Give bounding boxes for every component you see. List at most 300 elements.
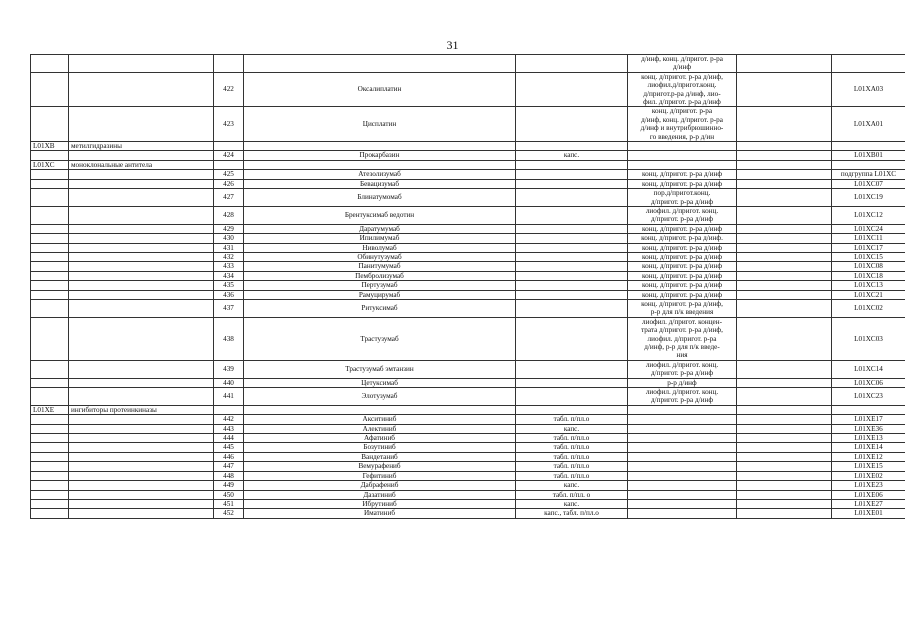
group-name-cell bbox=[69, 72, 214, 107]
row-number-cell: 433 bbox=[214, 262, 244, 271]
dosage-form-extended-cell: конц. д/пригот. р-ра д/инф bbox=[628, 252, 737, 261]
dosage-form-cell bbox=[516, 142, 628, 151]
drug-name-cell: Даратумумаб bbox=[244, 224, 516, 233]
row-number-cell: 451 bbox=[214, 499, 244, 508]
group-name-cell bbox=[69, 299, 214, 317]
table-row bbox=[31, 243, 905, 252]
dosage-form-cell bbox=[516, 281, 628, 290]
atc-code-cell bbox=[832, 142, 905, 151]
group-name-cell bbox=[69, 499, 214, 508]
dosage-form-extended-cell: конц. д/пригот. р-ра д/инф bbox=[628, 243, 737, 252]
atc-group-code-cell bbox=[31, 281, 69, 290]
note-cell bbox=[737, 509, 832, 518]
atc-group-code-cell bbox=[31, 189, 69, 207]
drug-name-cell bbox=[244, 405, 516, 414]
atc-group-code-cell bbox=[31, 170, 69, 179]
atc-code-cell: L01XE01 bbox=[832, 509, 905, 518]
atc-code-cell: L01XA03 bbox=[832, 72, 905, 107]
row-number-cell: 436 bbox=[214, 290, 244, 299]
drug-name-cell: Гефитиниб bbox=[244, 471, 516, 480]
note-cell bbox=[737, 471, 832, 480]
dosage-form-extended-cell: лиофил. д/пригот. конц. д/пригот. р-ра д/инф bbox=[628, 206, 737, 224]
row-number-cell bbox=[214, 142, 244, 151]
dosage-form-cell: табл. п/пл.о bbox=[516, 452, 628, 461]
atc-code-cell: L01XC11 bbox=[832, 234, 905, 243]
atc-group-code-cell bbox=[31, 151, 69, 160]
atc-group-code-cell bbox=[31, 388, 69, 406]
group-name-cell bbox=[69, 243, 214, 252]
group-name-cell bbox=[69, 262, 214, 271]
dosage-form-extended-cell bbox=[628, 434, 737, 443]
note-cell bbox=[737, 179, 832, 188]
atc-group-code-cell bbox=[31, 243, 69, 252]
atc-code-cell: L01XC23 bbox=[832, 388, 905, 406]
dosage-form-cell bbox=[516, 189, 628, 207]
dosage-form-extended-cell bbox=[628, 490, 737, 499]
dosage-form-extended-cell: конц. д/пригот. р-ра д/инф bbox=[628, 281, 737, 290]
drug-name-cell bbox=[244, 55, 516, 73]
atc-code-cell: L01XE06 bbox=[832, 490, 905, 499]
drug-name-cell bbox=[244, 142, 516, 151]
row-number-cell: 423 bbox=[214, 107, 244, 142]
row-number-cell: 428 bbox=[214, 206, 244, 224]
table-row bbox=[31, 490, 905, 499]
drug-name-cell: Бозутиниб bbox=[244, 443, 516, 452]
atc-group-code-cell bbox=[31, 290, 69, 299]
group-name-cell bbox=[69, 434, 214, 443]
atc-code-cell: L01XE27 bbox=[832, 499, 905, 508]
atc-code-cell: L01XC12 bbox=[832, 206, 905, 224]
atc-code-cell: L01XC08 bbox=[832, 262, 905, 271]
dosage-form-extended-cell: лиофил. д/пригот. конц. д/пригот. р-ра д/инф bbox=[628, 388, 737, 406]
group-name-cell bbox=[69, 151, 214, 160]
dosage-form-extended-cell bbox=[628, 471, 737, 480]
table-row bbox=[31, 378, 905, 387]
row-number-cell: 452 bbox=[214, 509, 244, 518]
drug-name-cell: Иматиниб bbox=[244, 509, 516, 518]
atc-group-code-cell: L01XB bbox=[31, 142, 69, 151]
atc-group-code-cell: L01XE bbox=[31, 405, 69, 414]
dosage-form-cell: капс. bbox=[516, 499, 628, 508]
drug-name-cell: Ниволумаб bbox=[244, 243, 516, 252]
dosage-form-cell bbox=[516, 107, 628, 142]
row-number-cell: 426 bbox=[214, 179, 244, 188]
drug-name-cell: Цисплатин bbox=[244, 107, 516, 142]
table-row bbox=[31, 72, 905, 107]
row-number-cell: 431 bbox=[214, 243, 244, 252]
note-cell bbox=[737, 243, 832, 252]
dosage-form-extended-cell bbox=[628, 160, 737, 169]
table-row bbox=[31, 234, 905, 243]
dosage-form-cell bbox=[516, 290, 628, 299]
note-cell bbox=[737, 360, 832, 378]
dosage-form-extended-cell bbox=[628, 443, 737, 452]
group-name-cell: моноклональные антитела bbox=[69, 160, 214, 169]
group-name-cell bbox=[69, 271, 214, 280]
drug-name-cell: Пертузумаб bbox=[244, 281, 516, 290]
atc-code-cell: L01XC24 bbox=[832, 224, 905, 233]
note-cell bbox=[737, 452, 832, 461]
group-name-cell bbox=[69, 452, 214, 461]
group-name-cell bbox=[69, 471, 214, 480]
note-cell bbox=[737, 462, 832, 471]
dosage-form-cell bbox=[516, 170, 628, 179]
drug-name-cell: Пембролизумаб bbox=[244, 271, 516, 280]
row-number-cell: 443 bbox=[214, 424, 244, 433]
dosage-form-extended-cell bbox=[628, 415, 737, 424]
note-cell bbox=[737, 189, 832, 207]
table-row bbox=[31, 281, 905, 290]
page-number: 31 bbox=[446, 38, 459, 52]
note-cell bbox=[737, 415, 832, 424]
note-cell bbox=[737, 170, 832, 179]
atc-code-cell: L01XE36 bbox=[832, 424, 905, 433]
table-row bbox=[31, 271, 905, 280]
note-cell bbox=[737, 443, 832, 452]
note-cell bbox=[737, 405, 832, 414]
atc-group-code-cell bbox=[31, 262, 69, 271]
dosage-form-cell: табл. п/пл.о bbox=[516, 462, 628, 471]
dosage-form-cell: капс. bbox=[516, 424, 628, 433]
drug-name-cell: Оксалиплатин bbox=[244, 72, 516, 107]
table-row bbox=[31, 471, 905, 480]
row-number-cell: 429 bbox=[214, 224, 244, 233]
note-cell bbox=[737, 388, 832, 406]
dosage-form-cell bbox=[516, 243, 628, 252]
group-name-cell bbox=[69, 252, 214, 261]
table-row bbox=[31, 252, 905, 261]
dosage-form-cell: табл. п/пл.о bbox=[516, 443, 628, 452]
table-row bbox=[31, 462, 905, 471]
atc-code-cell: L01XC07 bbox=[832, 179, 905, 188]
atc-group-code-cell bbox=[31, 360, 69, 378]
drug-name-cell: Акситиниб bbox=[244, 415, 516, 424]
dosage-form-extended-cell bbox=[628, 405, 737, 414]
table-row bbox=[31, 481, 905, 490]
dosage-form-extended-cell: р-р д/инф bbox=[628, 378, 737, 387]
atc-code-cell: L01XE02 bbox=[832, 471, 905, 480]
table-row bbox=[31, 160, 905, 169]
dosage-form-cell: капс., табл. п/пл.о bbox=[516, 509, 628, 518]
atc-code-cell bbox=[832, 160, 905, 169]
drug-name-cell: Ибрутиниб bbox=[244, 499, 516, 508]
group-name-cell bbox=[69, 234, 214, 243]
atc-group-code-cell bbox=[31, 499, 69, 508]
row-number-cell: 447 bbox=[214, 462, 244, 471]
atc-group-code-cell bbox=[31, 206, 69, 224]
row-number-cell bbox=[214, 160, 244, 169]
drug-name-cell bbox=[244, 160, 516, 169]
atc-group-code-cell bbox=[31, 471, 69, 480]
table-row bbox=[31, 317, 905, 360]
row-number-cell: 430 bbox=[214, 234, 244, 243]
table-row bbox=[31, 388, 905, 406]
atc-group-code-cell bbox=[31, 434, 69, 443]
dosage-form-extended-cell: лиофил. д/пригот. концен- трата д/пригот. р-ра д/инф, лиофил. д/пригот. р-ра д/инф, р-р для п/к введе- ния bbox=[628, 317, 737, 360]
drug-name-cell: Прокарбазин bbox=[244, 151, 516, 160]
dosage-form-cell bbox=[516, 72, 628, 107]
atc-group-code-cell bbox=[31, 252, 69, 261]
drug-name-cell: Атезолизумаб bbox=[244, 170, 516, 179]
atc-group-code-cell bbox=[31, 378, 69, 387]
atc-code-cell: L01XC19 bbox=[832, 189, 905, 207]
dosage-form-cell bbox=[516, 234, 628, 243]
atc-group-code-cell bbox=[31, 234, 69, 243]
table-row bbox=[31, 290, 905, 299]
row-number-cell: 439 bbox=[214, 360, 244, 378]
row-number-cell: 448 bbox=[214, 471, 244, 480]
drug-name-cell: Панитумумаб bbox=[244, 262, 516, 271]
atc-group-code-cell bbox=[31, 415, 69, 424]
dosage-form-cell bbox=[516, 179, 628, 188]
note-cell bbox=[737, 499, 832, 508]
row-number-cell: 427 bbox=[214, 189, 244, 207]
dosage-form-extended-cell: конц. д/пригот. р-ра д/инф bbox=[628, 224, 737, 233]
group-name-cell bbox=[69, 388, 214, 406]
note-cell bbox=[737, 299, 832, 317]
note-cell bbox=[737, 424, 832, 433]
atc-group-code-cell bbox=[31, 72, 69, 107]
note-cell bbox=[737, 271, 832, 280]
group-name-cell bbox=[69, 206, 214, 224]
drug-name-cell: Дазатиниб bbox=[244, 490, 516, 499]
atc-group-code-cell bbox=[31, 317, 69, 360]
drug-name-cell: Элотузумаб bbox=[244, 388, 516, 406]
dosage-form-cell bbox=[516, 160, 628, 169]
note-cell bbox=[737, 206, 832, 224]
drug-name-cell: Брентуксимаб ведотин bbox=[244, 206, 516, 224]
drug-name-cell: Трастузумаб эмтанзин bbox=[244, 360, 516, 378]
atc-code-cell: L01XC21 bbox=[832, 290, 905, 299]
atc-group-code-cell bbox=[31, 55, 69, 73]
atc-code-cell: подгруппа L01XC bbox=[832, 170, 905, 179]
table-row bbox=[31, 434, 905, 443]
dosage-form-cell bbox=[516, 360, 628, 378]
drug-name-cell: Афатиниб bbox=[244, 434, 516, 443]
drug-name-cell: Рамуцирумаб bbox=[244, 290, 516, 299]
atc-code-cell: L01XC15 bbox=[832, 252, 905, 261]
dosage-form-extended-cell: конц. д/пригот. р-ра д/инф bbox=[628, 262, 737, 271]
row-number-cell bbox=[214, 405, 244, 414]
dosage-form-cell bbox=[516, 252, 628, 261]
table-row bbox=[31, 55, 905, 73]
table-row bbox=[31, 299, 905, 317]
table-row bbox=[31, 206, 905, 224]
row-number-cell: 450 bbox=[214, 490, 244, 499]
dosage-form-extended-cell bbox=[628, 499, 737, 508]
row-number-cell: 432 bbox=[214, 252, 244, 261]
note-cell bbox=[737, 434, 832, 443]
dosage-form-extended-cell bbox=[628, 142, 737, 151]
atc-group-code-cell bbox=[31, 424, 69, 433]
note-cell bbox=[737, 151, 832, 160]
row-number-cell: 441 bbox=[214, 388, 244, 406]
atc-group-code-cell bbox=[31, 299, 69, 317]
atc-code-cell: L01XE13 bbox=[832, 434, 905, 443]
atc-code-cell: L01XB01 bbox=[832, 151, 905, 160]
table-row bbox=[31, 107, 905, 142]
table-row bbox=[31, 424, 905, 433]
dosage-form-cell: табл. п/пл.о bbox=[516, 434, 628, 443]
dosage-form-extended-cell: конц. д/пригот. р-ра д/инф. bbox=[628, 234, 737, 243]
atc-code-cell: L01XC14 bbox=[832, 360, 905, 378]
dosage-form-cell bbox=[516, 378, 628, 387]
group-name-cell bbox=[69, 179, 214, 188]
atc-code-cell: L01XC17 bbox=[832, 243, 905, 252]
dosage-form-extended-cell: конц. д/пригот. р-ра д/инф bbox=[628, 290, 737, 299]
dosage-form-cell: капс. bbox=[516, 151, 628, 160]
dosage-form-cell bbox=[516, 271, 628, 280]
table-row bbox=[31, 262, 905, 271]
atc-group-code-cell bbox=[31, 462, 69, 471]
drug-table bbox=[30, 54, 905, 519]
drug-name-cell: Обинутузумаб bbox=[244, 252, 516, 261]
dosage-form-cell bbox=[516, 405, 628, 414]
note-cell bbox=[737, 378, 832, 387]
drug-name-cell: Трастузумаб bbox=[244, 317, 516, 360]
row-number-cell: 446 bbox=[214, 452, 244, 461]
note-cell bbox=[737, 317, 832, 360]
dosage-form-cell bbox=[516, 206, 628, 224]
drug-name-cell: Ипилимумаб bbox=[244, 234, 516, 243]
atc-code-cell: L01XA01 bbox=[832, 107, 905, 142]
drug-name-cell: Алектиниб bbox=[244, 424, 516, 433]
drug-name-cell: Вандетаниб bbox=[244, 452, 516, 461]
group-name-cell bbox=[69, 281, 214, 290]
table-row bbox=[31, 179, 905, 188]
row-number-cell: 442 bbox=[214, 415, 244, 424]
row-number-cell: 437 bbox=[214, 299, 244, 317]
dosage-form-cell: табл. п/пл.о bbox=[516, 415, 628, 424]
note-cell bbox=[737, 490, 832, 499]
dosage-form-extended-cell bbox=[628, 481, 737, 490]
atc-code-cell: L01XC03 bbox=[832, 317, 905, 360]
note-cell bbox=[737, 290, 832, 299]
dosage-form-extended-cell: конц. д/пригот. р-ра д/инф bbox=[628, 271, 737, 280]
group-name-cell bbox=[69, 224, 214, 233]
atc-group-code-cell bbox=[31, 224, 69, 233]
note-cell bbox=[737, 252, 832, 261]
atc-group-code-cell bbox=[31, 271, 69, 280]
note-cell bbox=[737, 72, 832, 107]
dosage-form-extended-cell: пор.д/пригот.конц. д/пригот. р-ра д/инф bbox=[628, 189, 737, 207]
note-cell bbox=[737, 142, 832, 151]
drug-table-body bbox=[31, 55, 905, 519]
dosage-form-extended-cell bbox=[628, 462, 737, 471]
row-number-cell bbox=[214, 55, 244, 73]
table-row bbox=[31, 452, 905, 461]
atc-group-code-cell bbox=[31, 179, 69, 188]
atc-code-cell bbox=[832, 405, 905, 414]
note-cell bbox=[737, 160, 832, 169]
row-number-cell: 424 bbox=[214, 151, 244, 160]
drug-name-cell: Вемурафениб bbox=[244, 462, 516, 471]
atc-group-code-cell bbox=[31, 107, 69, 142]
atc-code-cell bbox=[832, 55, 905, 73]
dosage-form-extended-cell bbox=[628, 424, 737, 433]
table-row bbox=[31, 405, 905, 414]
group-name-cell bbox=[69, 170, 214, 179]
dosage-form-extended-cell: конц. д/пригот. р-ра д/инф bbox=[628, 179, 737, 188]
atc-code-cell: L01XE17 bbox=[832, 415, 905, 424]
group-name-cell bbox=[69, 509, 214, 518]
note-cell bbox=[737, 107, 832, 142]
group-name-cell bbox=[69, 378, 214, 387]
table-row bbox=[31, 499, 905, 508]
dosage-form-extended-cell: лиофил. д/пригот. конц. д/пригот. р-ра д/инф bbox=[628, 360, 737, 378]
group-name-cell: метилгидразины bbox=[69, 142, 214, 151]
row-number-cell: 440 bbox=[214, 378, 244, 387]
dosage-form-cell bbox=[516, 388, 628, 406]
group-name-cell bbox=[69, 443, 214, 452]
dosage-form-cell bbox=[516, 317, 628, 360]
group-name-cell bbox=[69, 55, 214, 73]
drug-name-cell: Блинатумомаб bbox=[244, 189, 516, 207]
dosage-form-extended-cell: д/инф, конц. д/пригот. р-ра д/инф bbox=[628, 55, 737, 73]
atc-group-code-cell bbox=[31, 443, 69, 452]
table-row bbox=[31, 509, 905, 518]
atc-code-cell: L01XC06 bbox=[832, 378, 905, 387]
dosage-form-extended-cell bbox=[628, 452, 737, 461]
drug-name-cell: Бевацизумаб bbox=[244, 179, 516, 188]
group-name-cell bbox=[69, 360, 214, 378]
atc-code-cell: L01XC02 bbox=[832, 299, 905, 317]
row-number-cell: 422 bbox=[214, 72, 244, 107]
group-name-cell bbox=[69, 481, 214, 490]
dosage-form-cell: табл. п/пл. о bbox=[516, 490, 628, 499]
row-number-cell: 444 bbox=[214, 434, 244, 443]
note-cell bbox=[737, 262, 832, 271]
atc-group-code-cell: L01XC bbox=[31, 160, 69, 169]
table-row bbox=[31, 142, 905, 151]
atc-code-cell: L01XE14 bbox=[832, 443, 905, 452]
group-name-cell bbox=[69, 107, 214, 142]
dosage-form-extended-cell bbox=[628, 509, 737, 518]
dosage-form-cell bbox=[516, 55, 628, 73]
atc-code-cell: L01XE23 bbox=[832, 481, 905, 490]
atc-code-cell: L01XE15 bbox=[832, 462, 905, 471]
table-row bbox=[31, 170, 905, 179]
atc-code-cell: L01XC13 bbox=[832, 281, 905, 290]
atc-code-cell: L01XC18 bbox=[832, 271, 905, 280]
note-cell bbox=[737, 281, 832, 290]
dosage-form-extended-cell: конц. д/пригот. р-ра д/инф, лиофил.д/пригот.конц. д/пригот.р-ра д/инф, лио- фил. д/пригот. р-ра д/инф bbox=[628, 72, 737, 107]
group-name-cell bbox=[69, 189, 214, 207]
note-cell bbox=[737, 234, 832, 243]
table-row bbox=[31, 443, 905, 452]
dosage-form-cell bbox=[516, 299, 628, 317]
atc-group-code-cell bbox=[31, 509, 69, 518]
row-number-cell: 438 bbox=[214, 317, 244, 360]
group-name-cell bbox=[69, 290, 214, 299]
dosage-form-extended-cell: конц. д/пригот. р-ра д/инф, р-р для п/к введения bbox=[628, 299, 737, 317]
row-number-cell: 435 bbox=[214, 281, 244, 290]
dosage-form-cell: капс. bbox=[516, 481, 628, 490]
row-number-cell: 449 bbox=[214, 481, 244, 490]
table-row bbox=[31, 189, 905, 207]
note-cell bbox=[737, 481, 832, 490]
dosage-form-extended-cell bbox=[628, 151, 737, 160]
row-number-cell: 434 bbox=[214, 271, 244, 280]
group-name-cell bbox=[69, 317, 214, 360]
table-row bbox=[31, 360, 905, 378]
atc-group-code-cell bbox=[31, 481, 69, 490]
group-name-cell: ингибиторы протеинкиназы bbox=[69, 405, 214, 414]
dosage-form-extended-cell: конц. д/пригот. р-ра д/инф, конц. д/пригот. р-ра д/инф и внутрибрюшинно- го введения, р-р д/ин bbox=[628, 107, 737, 142]
drug-name-cell: Дабрафениб bbox=[244, 481, 516, 490]
note-cell bbox=[737, 224, 832, 233]
group-name-cell bbox=[69, 462, 214, 471]
